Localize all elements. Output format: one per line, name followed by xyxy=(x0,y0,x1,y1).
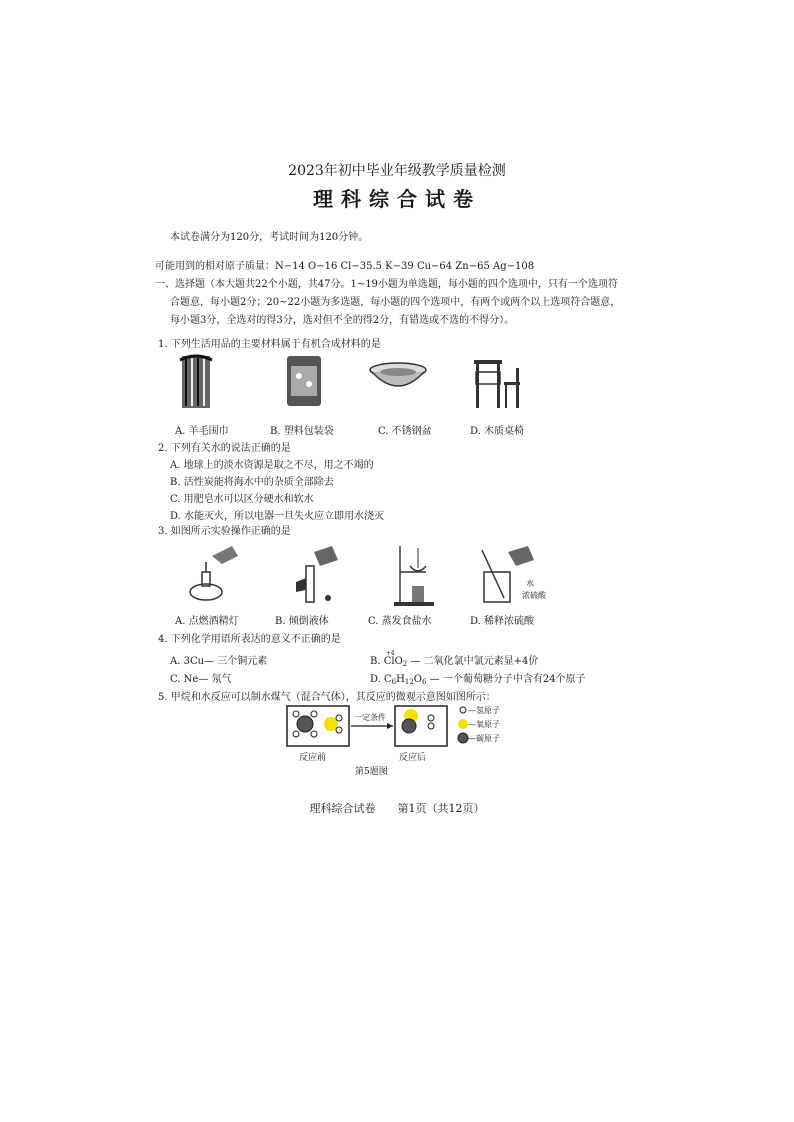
q1-option-c: C. 不锈钢盆 xyxy=(378,426,432,437)
q4-option-a: A. 3Cu— 三个铜元素 xyxy=(170,656,268,667)
pouring-liquid-image xyxy=(292,542,342,608)
q3-stem: 3. 如图所示实验操作正确的是 xyxy=(158,526,291,537)
clo2-subscript: 2 xyxy=(402,660,408,668)
steel-basin-image xyxy=(368,360,428,402)
legend-oxygen: —氧原子 xyxy=(468,720,500,729)
figure-caption: 第5题图 xyxy=(355,767,388,777)
q2-option-c: C. 用肥皂水可以区分硬水和软水 xyxy=(170,494,314,505)
q5-stem: 5. 甲烷和水反应可以制水煤气（混合气体），其反应的微观示意图如图所示： xyxy=(158,692,496,703)
valence-superscript: +4 xyxy=(385,650,395,657)
legend-hydrogen: —氢原子 xyxy=(468,706,500,715)
plastic-bag-image xyxy=(283,352,325,410)
exam-intro: 本试卷满分为120分，考试时间为120分钟。 xyxy=(170,232,369,243)
clo2-formula: ClO xyxy=(383,656,403,667)
q2-option-b: B. 活性炭能将海水中的杂质全部除去 xyxy=(170,477,334,488)
q2-option-d: D. 水能灭火，所以电器一旦失火应立即用水浇灭 xyxy=(170,511,385,522)
reaction-condition: 一定条件 xyxy=(354,713,386,722)
q3-option-a: A. 点燃酒精灯 xyxy=(175,616,239,627)
label-concentrated-acid: 浓硫酸 xyxy=(522,591,546,600)
q4-option-d: D. $C_6H_{12}O_6$ — 一个葡萄糖分子中含有24个原子 xyxy=(370,674,586,686)
alcohol-lamp-image xyxy=(182,542,244,604)
q4-stem: 4. 下列化学用语所表达的意义不正确的是 xyxy=(158,634,341,645)
q4-option-b-text: — 二氧化氯中氯元素显+4价 xyxy=(410,656,539,667)
section-instructions-line2: 合题意，每小题2分；20~22小题为多选题，每小题的四个选项中，有两个或两个以上选项符合题意， xyxy=(170,297,621,308)
q1-option-d: D. 木质桌椅 xyxy=(470,426,525,437)
atomic-masses: 可能用到的相对原子质量：N−14 O−16 Cl−35.5 K−39 Cu−64 Zn−65 Ag−108 xyxy=(155,261,535,272)
legend-carbon: —碳原子 xyxy=(468,734,500,743)
exam-title: 2023年初中毕业年级教学质量检测 xyxy=(288,163,506,179)
section-instructions-line3: 每小题3分，全选对的得3分，选对但不全的得2分，有错选或不选的不得分）。 xyxy=(170,315,515,326)
q2-stem: 2. 下列有关水的说法正确的是 xyxy=(158,443,291,454)
q1-stem: 1. 下列生活用品的主要材料属于有机合成材料的是 xyxy=(158,339,381,350)
q4-option-c: C. Ne— 氖气 xyxy=(170,674,232,685)
q1-option-b: B. 塑料包装袋 xyxy=(270,426,334,437)
section-instructions-line1: 一、选择题（本大题共22个小题，共47分。1~19小题为单选题，每小题的四个选项中，只有一个选项符 xyxy=(155,279,618,290)
q4-option-b: B. +4 ClO$_2$ — 二氧化氯中氯元素显+4价 xyxy=(370,650,539,668)
q3-option-d: D. 稀释浓硫酸 xyxy=(470,616,535,627)
label-before-reaction: 反应前 xyxy=(299,753,327,763)
evaporation-apparatus-image xyxy=(390,542,438,608)
page-footer: 理科综合试卷 第1页（共12页） xyxy=(309,802,485,815)
glucose-formula-prefix: D. C xyxy=(370,674,392,685)
wooden-desk-chair-image xyxy=(470,352,526,412)
scarf-image xyxy=(172,352,220,412)
q3-option-c: C. 蒸发食盐水 xyxy=(368,616,432,627)
label-after-reaction: 反应后 xyxy=(399,753,427,763)
label-water: 水 xyxy=(526,579,534,588)
q3-option-b: B. 倾倒液体 xyxy=(275,616,329,627)
q1-option-a: A. 羊毛围巾 xyxy=(175,426,229,437)
q2-option-a: A. 地球上的淡水资源是取之不尽，用之不竭的 xyxy=(170,460,374,471)
q4-option-d-text: — 一个葡萄糖分子中含有24个原子 xyxy=(429,674,586,685)
paper-title: 理科综合试卷 xyxy=(313,187,481,211)
